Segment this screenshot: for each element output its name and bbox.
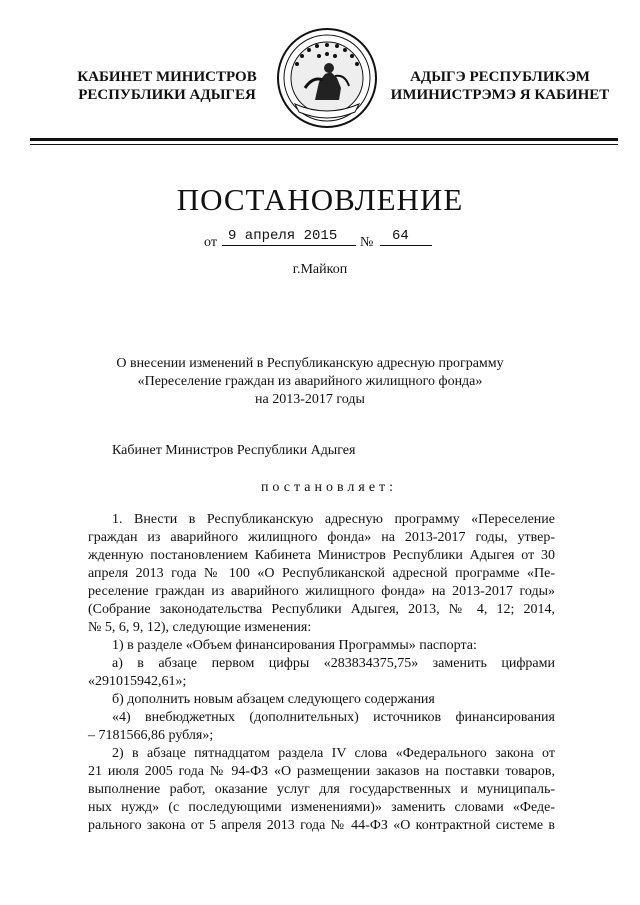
issuer-name-russian — [62, 68, 272, 104]
body-line: «291015942,61»; — [88, 674, 187, 689]
body-line: 1. Внести в Республиканскую адресную программу «Переселение — [112, 512, 555, 527]
body-line: выполнение работ, оказание услуг для государственных и муниципаль- — [88, 782, 555, 797]
coat-of-arms-icon — [275, 26, 379, 130]
body-line: ных нужд» (с последующими изменениями)» заменить словами «Феде- — [88, 800, 555, 815]
subject-heading — [60, 355, 560, 409]
body-line: граждан из аварийного жилищного фонда» на 2013-2017 годы, утвер- — [88, 530, 555, 545]
body-line: 1) в разделе «Объем финансирования Программы» паспорта: — [112, 638, 477, 653]
subject-line: «Переселение граждан из аварийного жилищного фонда» — [137, 374, 483, 389]
issuer-name-adyghe — [380, 68, 620, 104]
decree-word: постановляет: — [260, 480, 398, 495]
body-line: а) в абзаце первом цифры «283834375,75» заменить цифрами — [112, 656, 555, 671]
subject-line: О внесении изменений в Республиканскую адресную программу — [116, 356, 504, 371]
document-body — [88, 511, 555, 835]
body-line: реселение граждан из аварийного жилищного фонда» на 2013-2017 годы» — [88, 584, 555, 599]
body-line: апреля 2013 года № 100 «О Республиканской адресной программе «Пе- — [88, 566, 555, 581]
city: г.Майкоп — [292, 262, 348, 277]
body-line: 21 июля 2005 года № 94-ФЗ «О размещении заказов на поставки товаров, — [88, 764, 555, 779]
header-rule-thick — [30, 138, 618, 141]
body-line: рального закона от 5 апреля 2013 года № 44-ФЗ «О контрактной системе в — [88, 818, 555, 833]
date-field: 9 апреля 2015 — [222, 228, 356, 246]
body-line: № 5, 6, 9, 12), следующие изменения: — [88, 620, 312, 635]
body-line: (Собрание законодательства Республики Адыгея, 2013, № 4, 12; 2014, — [88, 602, 555, 617]
subject-line: на 2013-2017 годы — [255, 392, 365, 407]
header-rule-thin — [30, 144, 618, 145]
body-line: – 7181566,86 рубля»; — [88, 728, 214, 743]
number-field: 64 — [380, 228, 432, 246]
document-title: ПОСТАНОВЛЕНИЕ — [176, 182, 464, 217]
issuer-line: АДЫГЭ РЕСПУБЛИКЭМ — [410, 69, 590, 85]
body-line: 2) в абзаце пятнадцатом раздела IV слова «Федерального закона от — [112, 746, 555, 761]
issuer-line: КАБИНЕТ МИНИСТРОВ — [77, 69, 257, 85]
body-line: жденную постановлением Кабинета Министров Республики Адыгея от 30 — [88, 548, 555, 563]
issuer-line: ИМИНИСТРЭМЭ Я КАБИНЕТ — [390, 87, 610, 103]
body-line: б) дополнить новым абзацем следующего содержания — [112, 692, 435, 707]
date-prefix: от — [204, 235, 217, 250]
body-line: «4) внебюджетных (дополнительных) источников финансирования — [112, 710, 555, 725]
number-prefix: № — [360, 235, 374, 250]
issuer-line: РЕСПУБЛИКИ АДЫГЕЯ — [78, 87, 256, 103]
dateline — [0, 228, 640, 250]
issuing-body: Кабинет Министров Республики Адыгея — [112, 443, 356, 458]
